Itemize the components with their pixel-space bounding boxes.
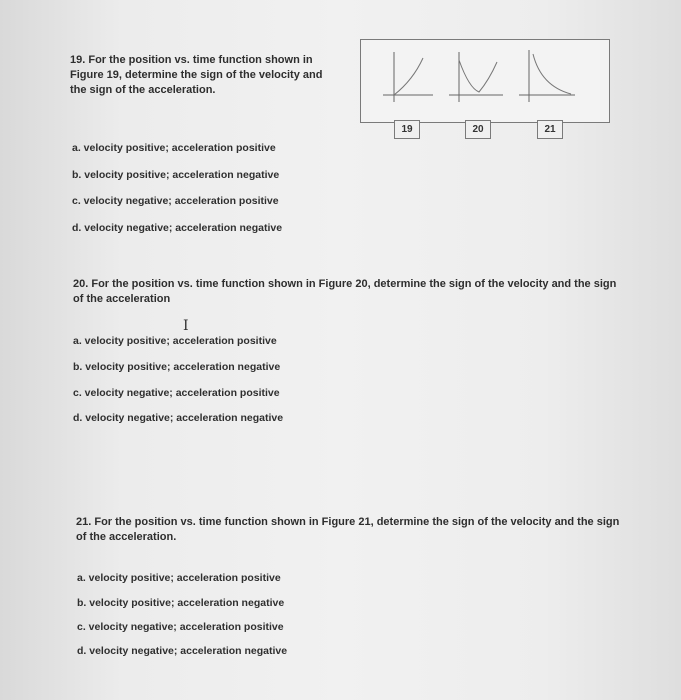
q20-option-c: c. velocity negative; acceleration positive <box>73 387 280 399</box>
text-cursor-icon: I <box>183 318 189 334</box>
q19-option-d: d. velocity negative; acceleration negative <box>72 222 283 234</box>
q20-option-d: d. velocity negative; acceleration negative <box>73 412 284 424</box>
figure-21-label: 21 <box>537 120 563 139</box>
q19-option-a: a. velocity positive; acceleration positive <box>72 142 276 154</box>
figure-20-graph <box>449 52 503 102</box>
q21-option-c: c. velocity negative; acceleration positive <box>77 621 284 633</box>
figures-panel <box>360 39 610 123</box>
q21-option-b: b. velocity positive; acceleration negative <box>77 597 285 609</box>
figure-19-label: 19 <box>394 120 420 139</box>
question-21-title: 21. For the position vs. time function shown in Figure 21, determine the sign of the velocity and the sign of the acceleration. <box>76 516 620 543</box>
question-19-title: 19. For the position vs. time function shown in Figure 19, determine the sign of the velocity and the sign of the acceleration. <box>70 54 323 96</box>
figures-graphs <box>361 40 609 122</box>
figure-19-graph <box>383 52 433 102</box>
q20-option-a: a. velocity positive; acceleration positive <box>73 335 277 347</box>
q21-option-d: d. velocity negative; acceleration negative <box>77 645 288 657</box>
figure-21-graph <box>519 50 575 102</box>
question-20-title: 20. For the position vs. time function shown in Figure 20, determine the sign of the velocity and the sign of the acceleration <box>73 278 617 305</box>
q19-option-c: c. velocity negative; acceleration positive <box>72 195 279 207</box>
q20-option-b: b. velocity positive; acceleration negative <box>73 361 281 373</box>
q21-option-a: a. velocity positive; acceleration positive <box>77 572 281 584</box>
q19-option-b: b. velocity positive; acceleration negative <box>72 169 280 181</box>
figure-20-label: 20 <box>465 120 491 139</box>
